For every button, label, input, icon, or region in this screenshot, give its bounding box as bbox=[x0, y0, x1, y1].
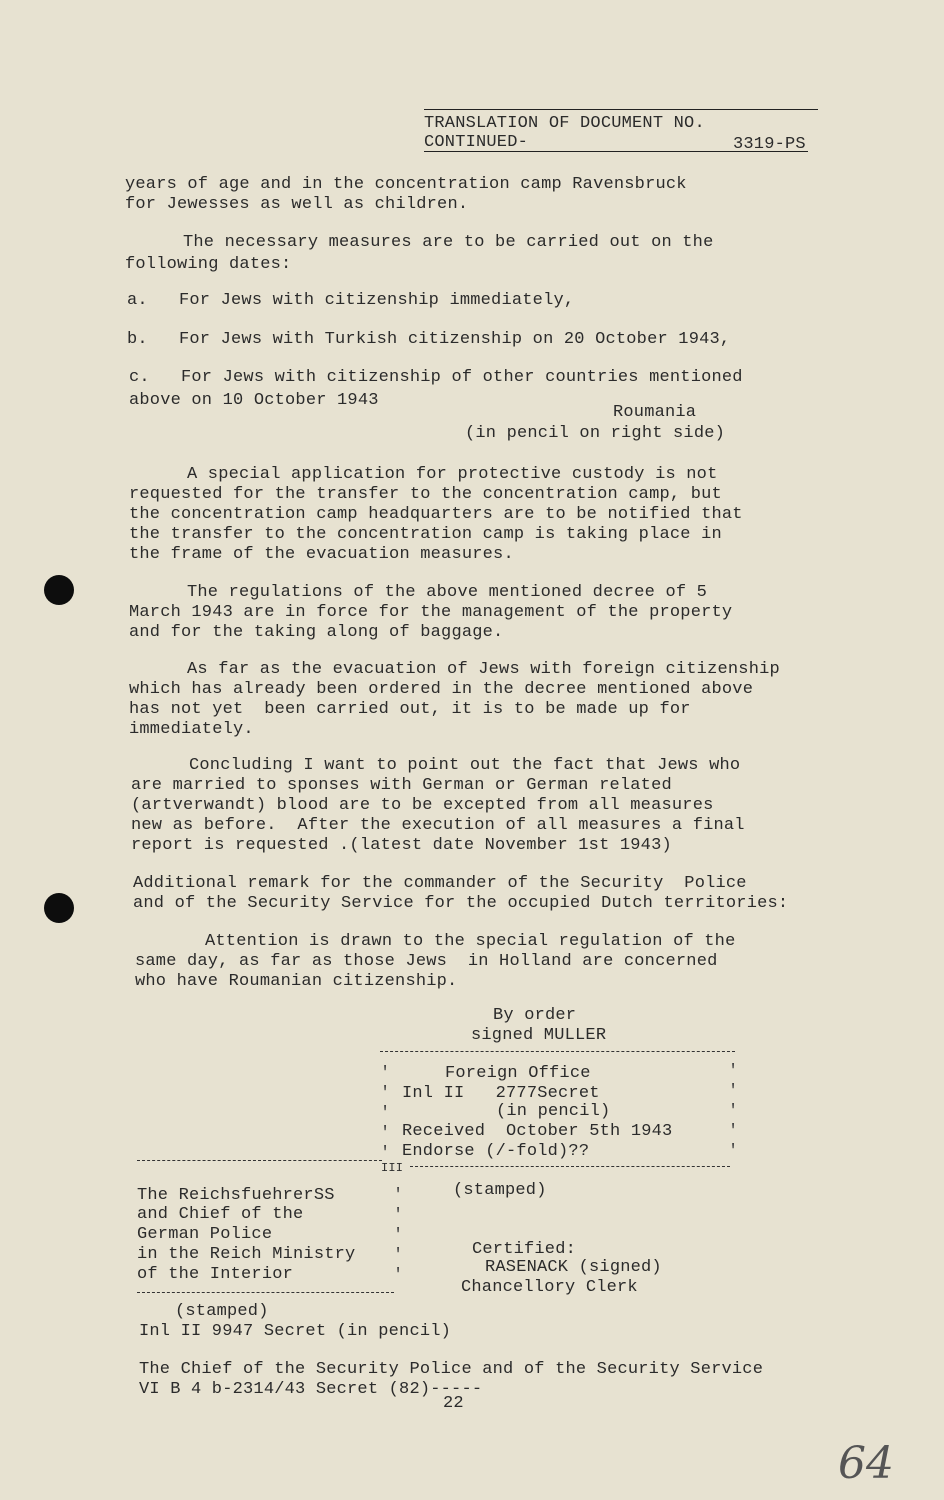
header-continued: CONTINUED- bbox=[424, 133, 529, 152]
paragraph-line: the concentration camp headquarters are to be notified that bbox=[129, 505, 743, 524]
reichsfuehrer-line: in the Reich Ministry bbox=[137, 1245, 356, 1264]
header-top-rule bbox=[424, 109, 818, 110]
certified-line: RASENACK (signed) bbox=[485, 1258, 662, 1277]
paragraph-line: has not yet been carried out, it is to be made up for bbox=[129, 700, 691, 719]
header-doc-number: 3319-PS bbox=[733, 135, 806, 154]
stamp-line: Foreign Office bbox=[445, 1064, 591, 1083]
list-item-b: b. For Jews with Turkish citizenship on 20 October 1943, bbox=[127, 330, 731, 349]
reichsfuehrer-line: The ReichsfuehrerSS bbox=[137, 1186, 335, 1205]
punch-hole-top bbox=[44, 575, 74, 605]
footer-chief: The Chief of the Security Police and of the Security Service bbox=[139, 1360, 764, 1379]
paragraph-line: new as before. After the execution of all measures a final bbox=[131, 816, 745, 835]
paragraph-line: are married to sponses with German or German related bbox=[131, 776, 672, 795]
paragraph-line: same day, as far as those Jews in Holland are concerned bbox=[135, 952, 718, 971]
paragraph-line: the frame of the evacuation measures. bbox=[129, 545, 514, 564]
paragraph-line: report is requested .(latest date November 1st 1943) bbox=[131, 836, 672, 855]
paragraph-line: March 1943 are in force for the management of the property bbox=[129, 603, 733, 622]
stamp-line: Endorse (/-fold)?? bbox=[402, 1142, 590, 1161]
paragraph-line: immediately. bbox=[129, 720, 254, 739]
reichsfuehrer-rule bbox=[137, 1292, 394, 1293]
paragraph-line: years of age and in the concentration camp Ravensbruck bbox=[125, 175, 687, 194]
stamp-left-rule bbox=[137, 1160, 382, 1161]
reichsfuehrer-line: German Police bbox=[137, 1225, 273, 1244]
paragraph-line: (artverwandt) blood are to be excepted from all measures bbox=[131, 796, 714, 815]
stamped-label: (stamped) bbox=[453, 1181, 547, 1200]
stamp-line: Received October 5th 1943 bbox=[402, 1122, 673, 1141]
header-bottom-rule bbox=[424, 151, 808, 152]
paragraph-line: and of the Security Service for the occupied Dutch territories: bbox=[133, 894, 789, 913]
reichsfuehrer-line: of the Interior bbox=[137, 1265, 294, 1284]
stamp-box-bottom bbox=[410, 1166, 730, 1167]
paragraph-line: for Jewesses as well as children. bbox=[125, 195, 469, 214]
certified-line: Certified: bbox=[472, 1240, 577, 1259]
stamp-line: (in pencil) bbox=[496, 1102, 611, 1121]
paragraph-line: As far as the evacuation of Jews with foreign citizenship bbox=[187, 660, 780, 679]
stamp-line: Inl II 2777Secret bbox=[402, 1084, 600, 1103]
paragraph-line: the transfer to the concentration camp is taking place in bbox=[129, 525, 722, 544]
paragraph-line: and for the taking along of baggage. bbox=[129, 623, 504, 642]
page-number: 22 bbox=[443, 1394, 464, 1413]
by-order: By order bbox=[493, 1006, 577, 1025]
paragraph-line: A special application for protective custody is not bbox=[187, 465, 718, 484]
stamp-marker: III bbox=[381, 1161, 404, 1175]
paragraph-line: Additional remark for the commander of the Security Police bbox=[133, 874, 747, 893]
list-item-c: c. For Jews with citizenship of other countries mentioned bbox=[129, 368, 743, 387]
punch-hole-bottom bbox=[44, 893, 74, 923]
paragraph-line: requested for the transfer to the concentration camp, but bbox=[129, 485, 722, 504]
header-title: TRANSLATION OF DOCUMENT NO. bbox=[424, 114, 705, 133]
paragraph-line: The necessary measures are to be carried out on the bbox=[183, 233, 714, 252]
document-page: TRANSLATION OF DOCUMENT NO. CONTINUED- 3319-PS years of age and in the concentration camp Ravensbruck for Jewesses as well as children. The necessary measures are to be carried out on the following dates: a. For Jews with citizenship immediately, b. For Jews with Turkish citizenship on 20 October 1943, c. For Jews with citizenship of other countries mentioned above on 10 October 1943 Roumania (in pencil on right side) A special application for protective custody is not requested for the transfer to the concentration camp, but the concentration camp headquarters are to be notified that the transfer to the concentration camp is taking place in the frame of the evacuation measures. The regulations of the above mentioned decree of 5 March 1943 are in force for the management of the property and for the taking along of baggage. As far as the evacuation of Jews with foreign citizenship which has already been ordered in the decree mentioned above has not yet been carried out, it is to be made up for immediately. Concluding I want to point out the fact that Jews who are married to sponses with German or German related (artverwandt) blood are to be excepted from all measures new as before. After the execution of all measures a final report is requested .(latest date November 1st 1943) Additional remark for the commander of the Security Police and of the Security Service for the occupied Dutch territories: Attention is drawn to the special regulation of the same day, as far as those Jews in Holland are concerned who have Roumanian citizenship. By order signed MULLER ' ' ' ' ' ' ' ' ' ' Foreign Office Inl II 2777Secret (in pencil) Received October 5th 1943 Endorse (/-fold)?? III (stamped) The ReichsfuehrerSS and Chief of the German Police in the Reich Ministry of the Interior ' ' ' ' ' Certified: RASENACK (signed) Chancellory Clerk (stamped) Inl II 9947 Secret (in pencil) The Chief of the Security Police and of the Security Service VI B 4 b-2314/43 Secret (82)----- 22 64 bbox=[0, 0, 944, 1500]
paragraph-line: who have Roumanian citizenship. bbox=[135, 972, 458, 991]
paragraph-line: which has already been ordered in the decree mentioned above bbox=[129, 680, 754, 699]
footer-stamped: (stamped) bbox=[175, 1302, 269, 1321]
paragraph-line: Attention is drawn to the special regulation of the bbox=[205, 932, 736, 951]
footer-ref: VI B 4 b-2314/43 Secret (82)----- bbox=[139, 1380, 483, 1399]
stamp-box-top bbox=[380, 1051, 735, 1052]
footer-inl: Inl II 9947 Secret (in pencil) bbox=[139, 1322, 452, 1341]
paragraph-line: Concluding I want to point out the fact that Jews who bbox=[189, 756, 741, 775]
reichsfuehrer-line: and Chief of the bbox=[137, 1205, 304, 1224]
paragraph-line: following dates: bbox=[125, 255, 292, 274]
list-item-c: above on 10 October 1943 bbox=[129, 391, 379, 410]
pencil-note: Roumania bbox=[613, 403, 697, 422]
paragraph-line: The regulations of the above mentioned decree of 5 bbox=[187, 583, 708, 602]
list-item-a: a. For Jews with citizenship immediately, bbox=[127, 291, 575, 310]
signed-muller: signed MULLER bbox=[471, 1026, 607, 1045]
handwritten-page-number: 64 bbox=[838, 1438, 894, 1489]
certified-line: Chancellory Clerk bbox=[461, 1278, 638, 1297]
pencil-note: (in pencil on right side) bbox=[465, 424, 726, 443]
